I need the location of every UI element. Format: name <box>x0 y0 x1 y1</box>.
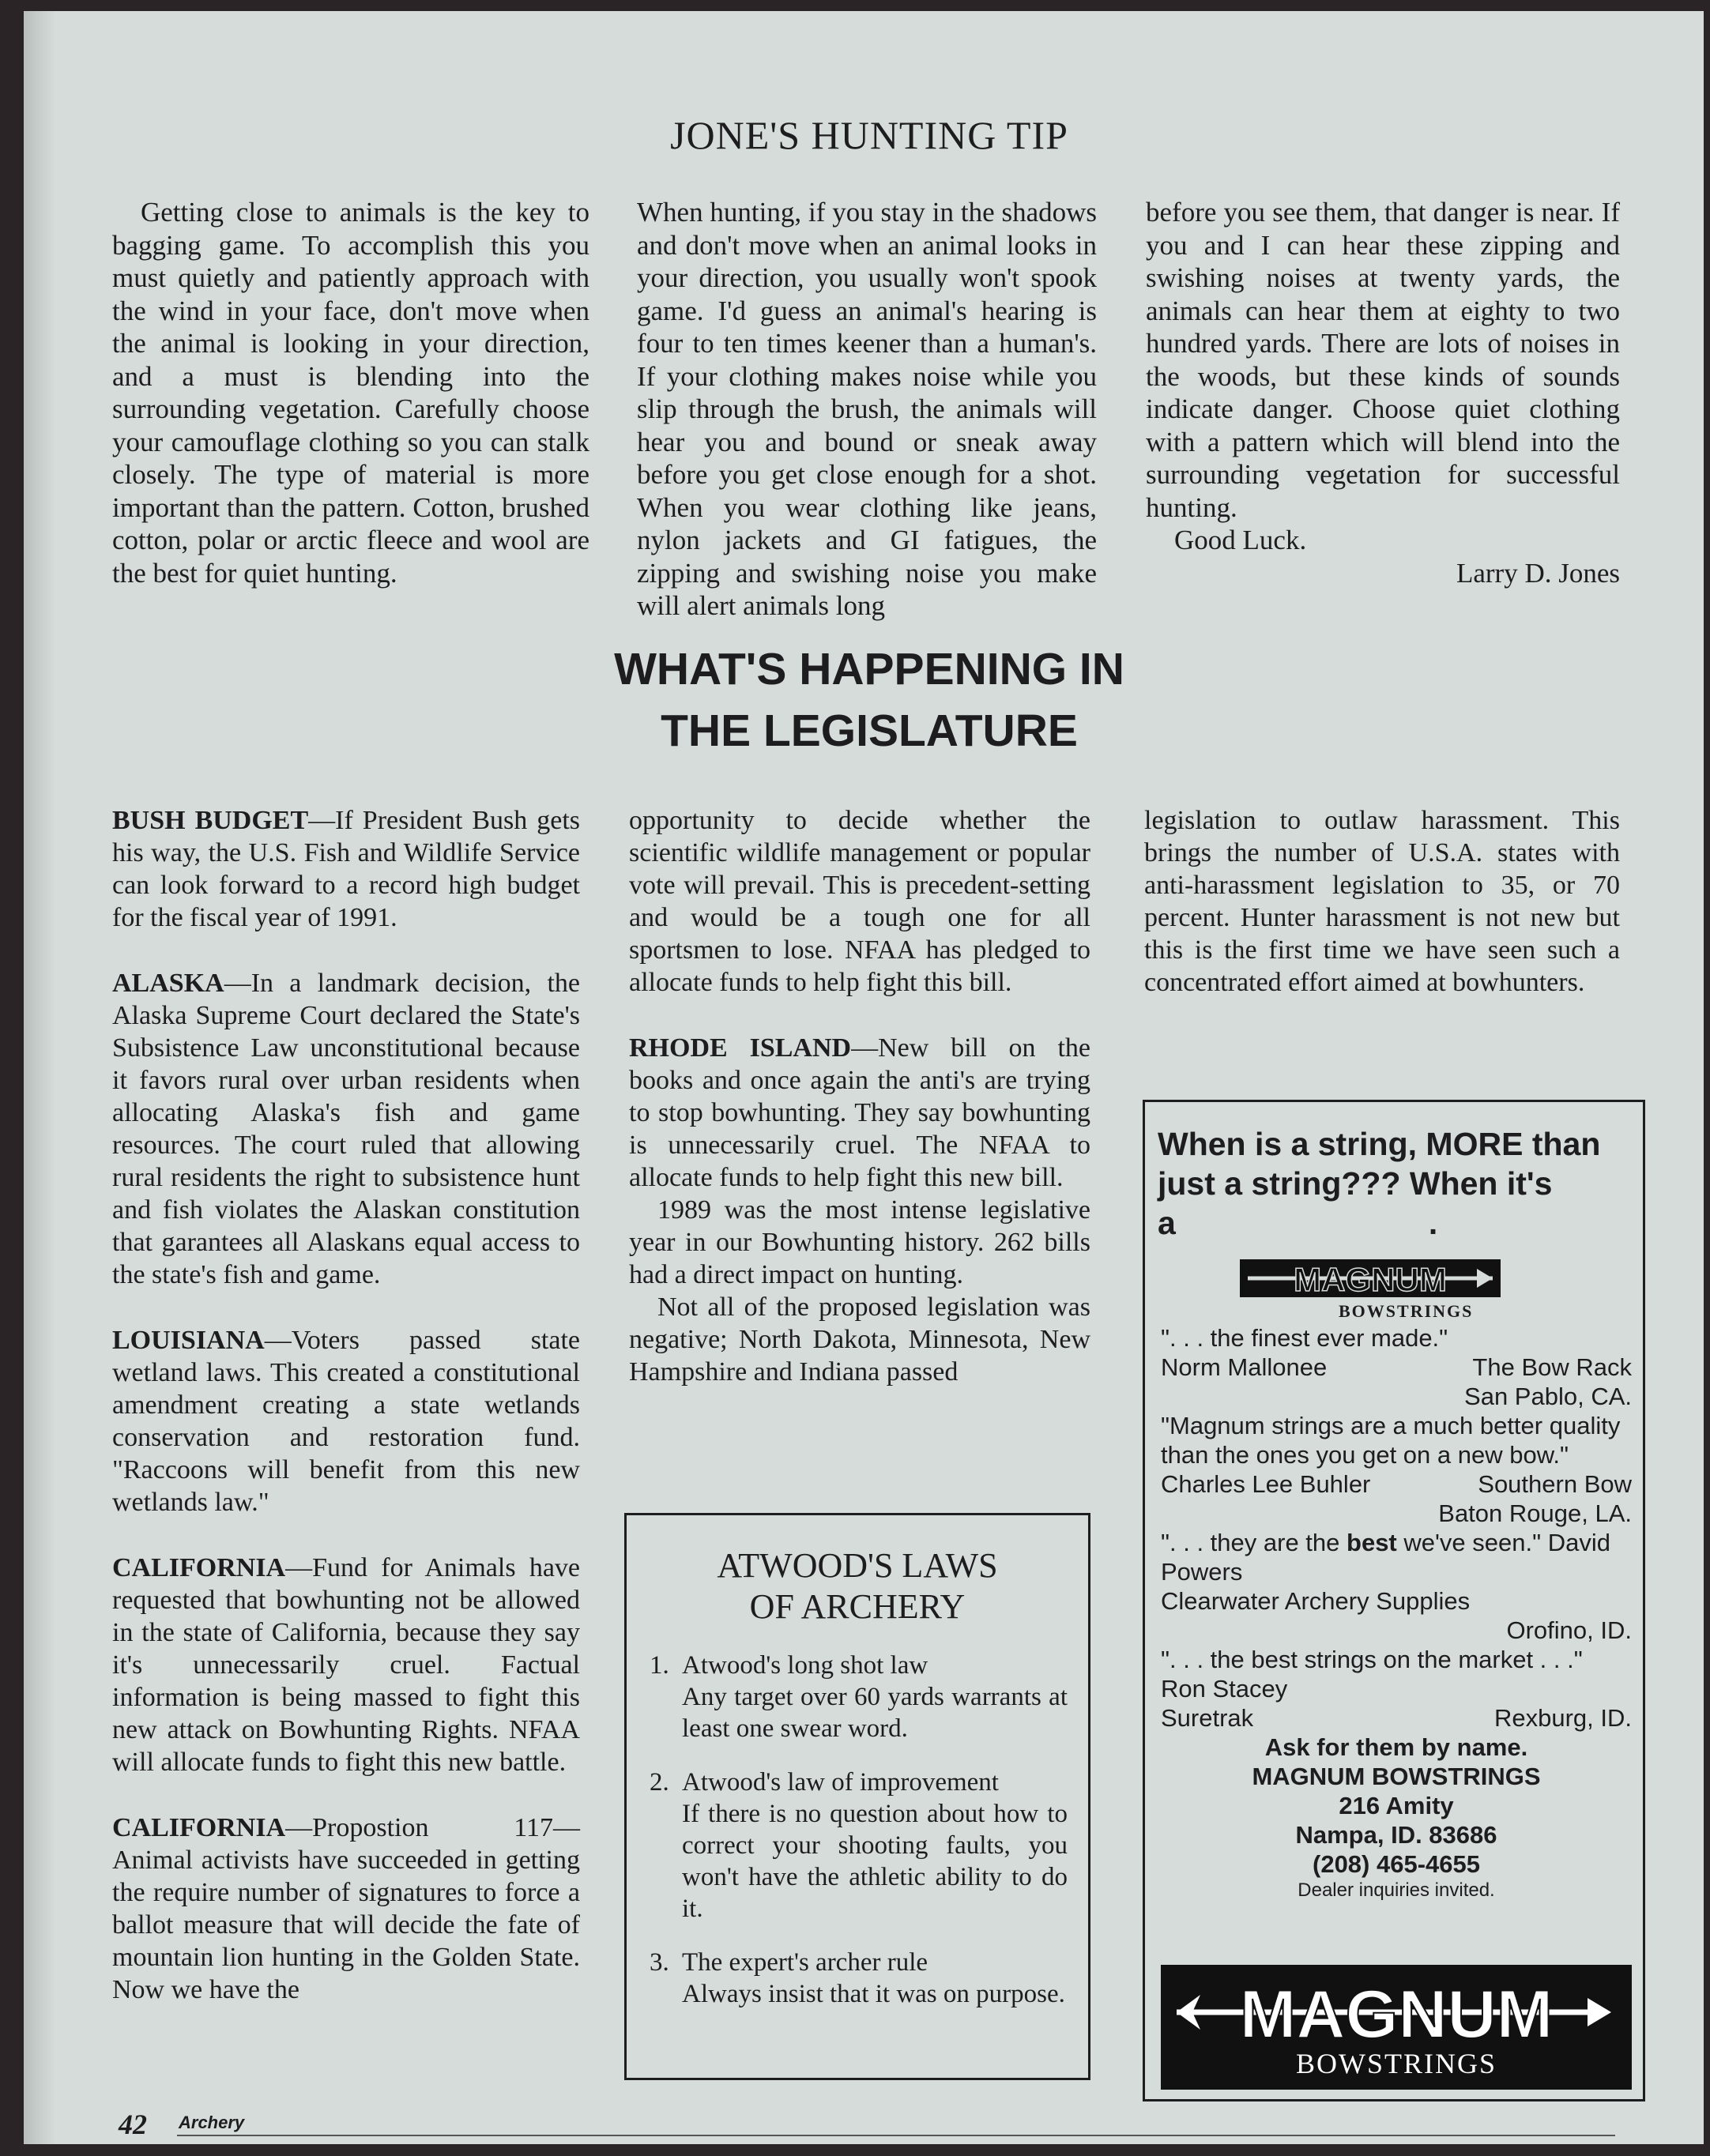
quote-2-location: Baton Rouge, LA. <box>1438 1499 1632 1527</box>
ad-testimonials <box>1161 1323 1632 1902</box>
ad-phone: (208) 465-4655 <box>1313 1850 1480 1878</box>
item-heading: RHODE ISLAND <box>629 1033 852 1063</box>
law-item <box>676 1767 1068 1925</box>
ad-company: MAGNUM BOWSTRINGS <box>1252 1763 1541 1790</box>
item-text: —If President Bush gets his way, the U.S. Fish and Wildlife Service can look forward to a record high budget for the fiscal year of 1991. <box>112 806 580 932</box>
tip-author: Larry D. Jones <box>1456 557 1620 589</box>
quote-3-location: Orofino, ID. <box>1506 1616 1632 1644</box>
quote-2-name: Charles Lee Buhler <box>1161 1470 1371 1498</box>
item-heading: LOUISIANA <box>112 1326 265 1355</box>
continued-paragraph: opportunity to decide whether the scientific wildlife management or popular vote will prevail. This is precedent-setting and would be a tough one for all sportsmen to lose. NFAA has pledged to allocate funds to help fight this bill. <box>629 806 1090 997</box>
law-item <box>676 1650 1068 1744</box>
california-item-2 <box>112 1812 580 2006</box>
atwood-laws-list <box>627 1650 1088 2010</box>
magnum-logo-small <box>1240 1256 1501 1300</box>
page-number: 42 <box>119 2109 147 2140</box>
footer-rule <box>177 2135 1615 2136</box>
quote-2-org: Southern Bow <box>1478 1470 1632 1498</box>
quote-4-source <box>1161 1703 1632 1733</box>
ad-headline-text: When is a string, MORE than just a string??? When it's a <box>1158 1126 1601 1241</box>
tip-paragraph-1: Getting close to animals is the key to bagging game. To accomplish this you must quietly and patiently approach with the wind in your face, don't move when the animal is looking in your direction, and a must is blending into the surrounding vegetation. Carefully choose your camouflage clothing so you can stalk closely. The type of material is more important than the pattern. Cotton, brushed cotton, polar or arctic fleece and wool are the best for quiet hunting. <box>112 197 589 589</box>
logo-large-text: MAGNUM <box>1239 1977 1554 2053</box>
alaska-item <box>112 967 580 1291</box>
legislative-year-paragraph: 1989 was the most intense legislative year in our Bowhunting history. 262 bills had a direct impact on hunting. <box>629 1195 1090 1289</box>
law-name: Atwood's law of improvement <box>682 1768 999 1797</box>
quote-3-emphasis: best <box>1347 1529 1397 1556</box>
atwood-title-line-2: OF ARCHERY <box>749 1587 966 1626</box>
ad-street: 216 Amity <box>1339 1792 1454 1819</box>
quote-3-org: Clearwater Archery Supplies <box>1161 1587 1471 1615</box>
law-text: If there is no question about how to correct your shooting faults, you won't have the athletic ability to do it. <box>682 1800 1068 1923</box>
quote-1-source <box>1161 1353 1632 1382</box>
tip-paragraph-3: before you see them, that danger is near. If you and I can hear these zipping and swishing noises at twenty yards, the animals can hear them at eighty to two hundred yards. There are lots of noises in the woods, but these kinds of sounds indicate danger. Choose quiet clothing with a pattern which will blend into the surrounding vegetation for successful hunting. <box>1146 197 1620 523</box>
item-heading: CALIFORNIA <box>112 1553 286 1582</box>
logo-small-subtitle: BOWSTRINGS <box>1339 1301 1474 1321</box>
quote-1: ". . . the finest ever made." <box>1161 1324 1448 1352</box>
legislature-column-2 <box>629 804 1090 1388</box>
quote-1-location: San Pablo, CA. <box>1464 1383 1632 1410</box>
atwood-title-line-1: ATWOOD'S LAWS <box>717 1546 998 1585</box>
atwood-laws-box <box>624 1513 1090 2080</box>
item-heading: CALIFORNIA <box>112 1813 286 1842</box>
item-heading: ALASKA <box>112 969 224 998</box>
harassment-paragraph: legislation to outlaw harassment. This brings the number of U.S.A. states with anti-harassment legislation to 35, or 70 percent. Hunter harassment is not new but this is the first time we have seen such a concentrated effort aimed at bowhunters. <box>1144 806 1620 997</box>
legislature-title-line-2: THE LEGISLATURE <box>661 705 1078 756</box>
magazine-name: Archery <box>179 2113 245 2132</box>
atwood-title <box>627 1545 1088 1627</box>
page-spine-shadow <box>24 11 55 2144</box>
law-text: Any target over 60 yards warrants at least one swear word. <box>682 1683 1068 1743</box>
quote-1-name: Norm Mallonee <box>1161 1353 1328 1381</box>
law-text: Always insist that it was on purpose. <box>682 1980 1065 2008</box>
law-item <box>676 1947 1068 2010</box>
ad-headline <box>1158 1124 1630 1243</box>
legislature-column-3 <box>1144 804 1620 999</box>
rhode-island-item <box>629 1032 1090 1194</box>
quote-3-part-b: we've seen." David Powers <box>1161 1529 1610 1586</box>
ad-city: Nampa, ID. 83686 <box>1295 1821 1497 1849</box>
quote-4-location: Rexburg, ID. <box>1493 1704 1632 1732</box>
magnum-arrow-logo <box>1161 1970 1632 2056</box>
california-item-1 <box>112 1552 580 1778</box>
item-text: —Propostion 117—Animal activists have succeeded in getting the require number of signatures to force a ballot measure that will decide the fate of mountain lion hunting in the Golden State. Now we have the <box>112 1813 580 2004</box>
law-name: Atwood's long shot law <box>682 1651 928 1680</box>
legislation-paragraph: Not all of the proposed legislation was negative; North Dakota, Minnesota, New Hampshire and Indiana passed <box>629 1292 1090 1387</box>
quote-2: "Magnum strings are a much better quality than the ones you get on a new bow." <box>1161 1412 1621 1469</box>
legislature-column-1 <box>112 804 580 2006</box>
tip-paragraph-2: When hunting, if you stay in the shadows and don't move when an animal looks in your direction, you usually won't spook game. I'd guess an animal's hearing is four to ten times keener than a human's. If your clothing makes noise while you slip through the brush, the animals will hear you and bound or sneak away before you get close enough for a shot. When you wear clothing like jeans, nylon jackets and GI fatigues, the zipping and swishing noise you make will alert animals long <box>637 197 1097 621</box>
tip-column-1 <box>112 196 589 589</box>
hunting-tip-title: JONE'S HUNTING TIP <box>670 113 1068 157</box>
bush-budget-item <box>112 804 580 934</box>
item-text: —New bill on the books and once again the anti's are trying to stop bowhunting. They say bowhunting is unnecessarily cruel. The NFAA to allocate funds to help fight this new bill. <box>629 1033 1090 1192</box>
legislature-title <box>474 638 1264 762</box>
logo-large-subtitle: BOWSTRINGS <box>1295 2048 1497 2079</box>
quote-4: ". . . the best strings on the market . . ." Ron Stacey <box>1161 1646 1583 1703</box>
tip-column-2 <box>637 196 1097 623</box>
item-text: —Fund for Animals have requested that bowhunting not be allowed in the state of California, because they say it's unnecessarily cruel. Factual information is being massed to fight this new attack on Bowhunting Rights. NFAA will allocate funds to fight this new battle. <box>112 1553 580 1777</box>
legislature-title-line-1: WHAT'S HAPPENING IN <box>614 644 1124 694</box>
quote-3-part-a: ". . . they are the <box>1161 1529 1347 1556</box>
quote-4-org: Suretrak <box>1161 1704 1254 1732</box>
magnum-advertisement <box>1143 1100 1645 2101</box>
logo-small-text: MAGNUM <box>1294 1261 1447 1298</box>
law-name: The expert's archer rule <box>682 1948 928 1977</box>
item-text: —In a landmark decision, the Alaska Supreme Court declared the State's Subsistence Law unconstitutional because it favors rural over urban residents when allocating Alaska's fish and game resources. The court ruled that allowing rural residents the right to subsistence hunt and fish violates the Alaskan constitution that garantees all Alaskans equal access to the state's fish and game. <box>112 969 580 1289</box>
magnum-logo-large <box>1161 1965 1632 2090</box>
ad-headline-period: . <box>1428 1205 1438 1241</box>
ad-dealer-note: Dealer inquiries invited. <box>1298 1879 1495 1901</box>
item-heading: BUSH BUDGET <box>112 806 309 835</box>
ad-call-to-action: Ask for them by name. <box>1264 1733 1528 1761</box>
tip-column-3 <box>1146 196 1620 589</box>
quote-2-source <box>1161 1469 1632 1499</box>
tip-closing: Good Luck. <box>1174 525 1307 555</box>
item-text: —Voters passed state wetland laws. This created a constitutional amendment creating a state wetlands conservation and restoration fund. "Raccoons will benefit from this new wetlands law." <box>112 1326 580 1517</box>
louisiana-item <box>112 1324 580 1518</box>
quote-1-org: The Bow Rack <box>1472 1353 1632 1381</box>
quote-3 <box>1161 1528 1632 1586</box>
